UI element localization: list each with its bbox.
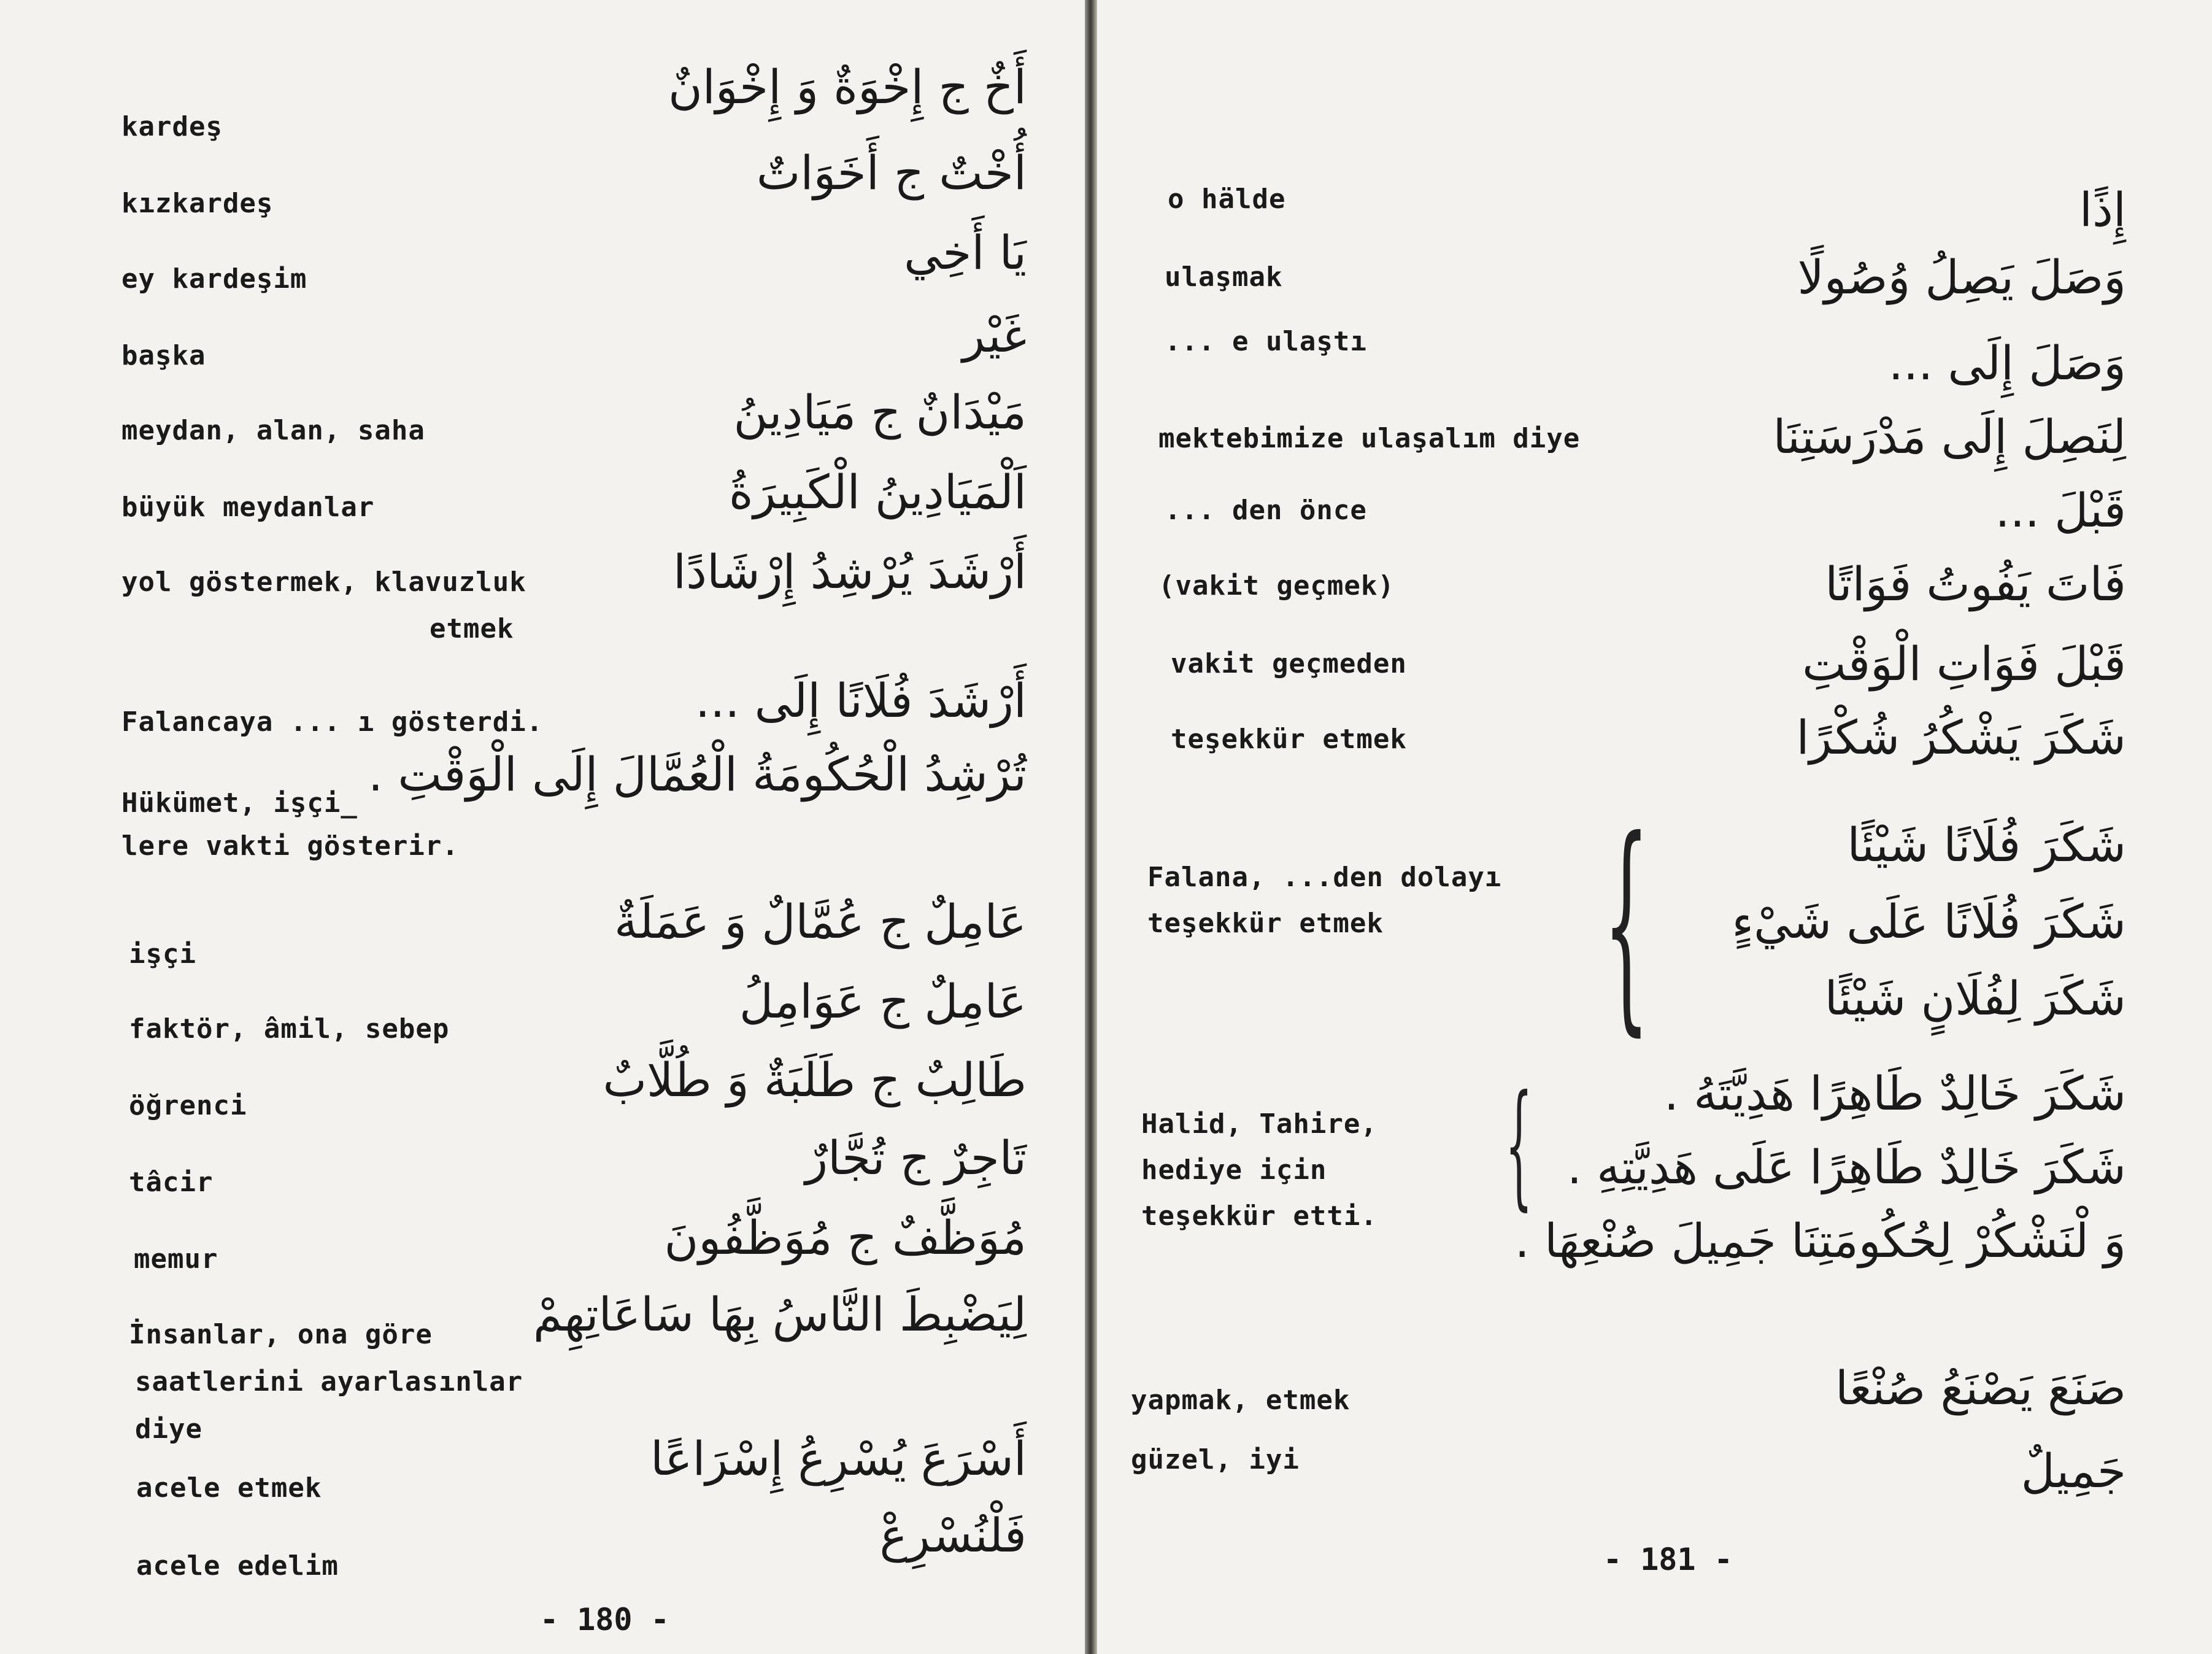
arabic-term: قَبْلَ ... [1995,483,2126,538]
turkish-term: acele etmek [136,1472,322,1504]
arabic-term: فَلْنُسْرِعْ [879,1508,1027,1563]
turkish-term-continuation: hediye için [1141,1154,1327,1186]
turkish-term: memur [134,1243,218,1275]
turkish-term: ulaşmak [1165,261,1283,293]
arabic-term: طَالِبٌ ج طَلَبَةٌ وَ طُلَّابٌ [603,1053,1027,1107]
arabic-term: أَرْشَدَ فُلَانًا إِلَى ... [695,673,1027,728]
arabic-term: شَكَرَ خَالِدٌ طَاهِرًا هَدِيَّتَهُ . [1663,1066,2126,1121]
arabic-term: غَيْر [962,308,1027,363]
arabic-term: قَبْلَ فَوَاتِ الْوَقْتِ [1802,636,2126,691]
arabic-term: عَامِلٌ ج عُمَّالٌ وَ عَمَلَةٌ [614,894,1027,949]
arabic-term: جَمِيلٌ [2021,1443,2126,1498]
arabic-term: وَصَلَ إِلَى ... [1888,336,2126,390]
curly-brace: { [1505,1066,1533,1223]
arabic-term: شَكَرَ فُلَانًا شَيْئًا [1847,817,2126,872]
arabic-sentence: وَ لْنَشْكُرْ لِحُكُومَتِنَا جَمِيلَ صُنْعِهَا . [1514,1213,2126,1268]
arabic-term: أَسْرَعَ يُسْرِعُ إِسْرَاعًا [650,1431,1027,1486]
turkish-term: o hälde [1168,184,1286,215]
arabic-term: أَرْشَدَ يُرْشِدُ إِرْشَادًا [673,544,1027,599]
arabic-term: عَامِلٌ ج عَوَامِلُ [739,974,1027,1029]
arabic-term: فَاتَ يَفُوتُ فَوَاتًا [1825,557,2126,611]
turkish-term: teşekkür etmek [1171,724,1407,755]
page-number: - 181 - [1603,1542,1733,1577]
turkish-term: güzel, iyi [1131,1444,1300,1475]
turkish-term: yapmak, etmek [1131,1385,1351,1416]
turkish-term: Hükümet, işçi_ [121,787,358,819]
arabic-term: مُوَظَّفٌ ج مُوَظَّفُونَ [664,1210,1027,1265]
book-gutter [1085,0,1097,1654]
turkish-term: (vakit geçmek) [1158,570,1395,601]
arabic-term: لِيَضْبِطَ النَّاسُ بِهَا سَاعَاتِهِمْ [533,1287,1027,1342]
curly-brace: { [1603,792,1650,1056]
turkish-term: büyük meydanlar [121,492,375,523]
left-page [0,0,1085,1654]
turkish-term: işçi [129,938,196,970]
turkish-term: acele edelim [136,1550,339,1582]
arabic-term: لِنَصِلَ إِلَى مَدْرَسَتِنَا [1773,409,2126,464]
right-page [1097,0,2212,1654]
turkish-term: mektebimize ulaşalım diye [1158,423,1581,454]
turkish-term: Falana, ...den dolayı [1147,862,1502,893]
arabic-term: إِذًا [2079,182,2126,237]
turkish-term-continuation: saatlerini ayarlasınlar [135,1366,523,1397]
turkish-term: ... e ulaştı [1165,326,1367,357]
page-number: - 180 - [540,1602,669,1637]
arabic-term: شَكَرَ فُلَانًا عَلَى شَيْءٍ [1732,894,2126,949]
turkish-term: meydan, alan, saha [121,415,425,446]
turkish-term: İnsanlar, ona göre [129,1319,433,1350]
turkish-term: Falancaya ... ı gösterdi. [121,706,544,738]
turkish-term: kızkardeş [121,188,274,219]
arabic-term: صَنَعَ يَصْنَعُ صُنْعًا [1835,1361,2126,1415]
turkish-term: kardeş [121,111,223,142]
turkish-term: öğrenci [129,1090,247,1121]
turkish-term: tâcir [129,1167,214,1198]
arabic-term: أَخٌ ج إِخْوَةٌ وَ إِخْوَانٌ [668,60,1027,114]
turkish-term-continuation: lere vakti gösterir. [121,830,459,862]
arabic-term: شَكَرَ يَشْكُرُ شُكْرًا [1796,710,2126,765]
turkish-term: başka [121,340,206,371]
turkish-term-continuation: diye [135,1413,202,1445]
arabic-term: تُرْشِدُ الْحُكُومَةُ الْعُمَّالَ إِلَى الْوَقْتِ . [368,747,1027,802]
turkish-term: ... den önce [1165,495,1367,526]
arabic-term: تَاجِرٌ ج تُجَّارٌ [805,1130,1027,1185]
turkish-term: faktör, âmil, sebep [129,1013,450,1045]
arabic-term: شَكَرَ خَالِدٌ طَاهِرًا عَلَى هَدِيَّتِهِ . [1567,1140,2126,1194]
arabic-term: شَكَرَ لِفُلَانٍ شَيْئًا [1824,971,2126,1026]
turkish-term: yol göstermek, klavuzluk [121,566,526,598]
turkish-term: vakit geçmeden [1171,648,1407,679]
arabic-term: يَا أَخِي [904,225,1027,280]
arabic-term: اَلْمَيَادِينُ الْكَبِيرَةُ [728,465,1027,519]
arabic-term: أُخْتٌ ج أَخَوَاتٌ [756,145,1027,200]
turkish-term: ey kardeşim [121,263,307,295]
turkish-term-continuation: teşekkür etti. [1141,1200,1378,1232]
turkish-term-continuation: etmek [430,613,514,644]
turkish-term: Halid, Tahire, [1141,1108,1378,1140]
turkish-term-continuation: teşekkür etmek [1147,908,1384,939]
arabic-term: مَيْدَانٌ ج مَيَادِينُ [733,385,1027,439]
arabic-term: وَصَلَ يَصِلُ وُصُولًا [1797,250,2126,304]
